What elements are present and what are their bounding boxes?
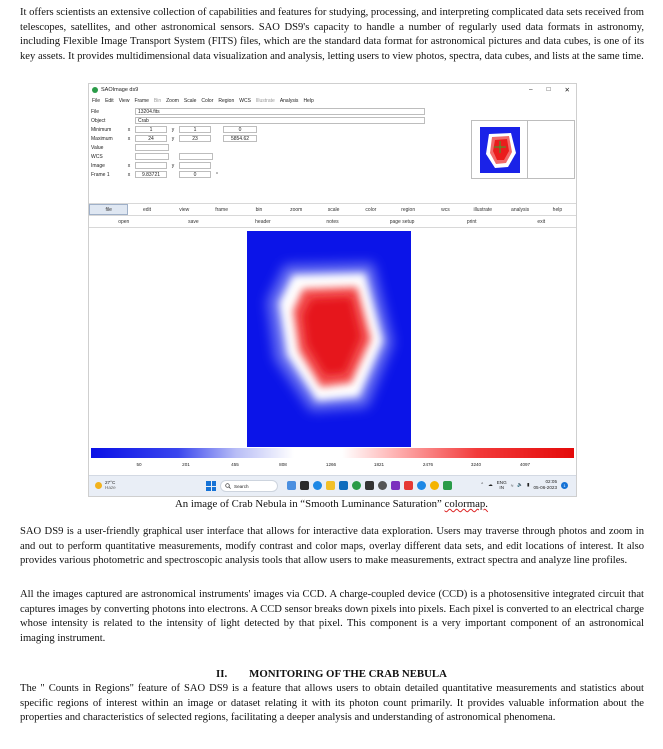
- menu-scale[interactable]: Scale: [183, 98, 197, 104]
- menu-help[interactable]: Help: [303, 98, 314, 104]
- menu-illustrate[interactable]: Illustrate: [255, 98, 275, 104]
- btn-color[interactable]: color: [365, 206, 377, 213]
- ccd-paragraph: All the images captured are astronomical instruments' images via CCD. A charge-coupled device (CCD) is a photosensitive integrated circuit that captures images by converting photons into electrons. A CCD sensor breaks down pixels into pixels. Each pixel is converted to an electrical charge whose intensity is related to the intensity of light detected by that pixel. This component is a very important component of an astronomical imaging instrument.: [20, 589, 644, 644]
- btn-edit[interactable]: edit: [142, 206, 151, 213]
- frame-zoom-value: 9.83721: [135, 171, 167, 178]
- window-titlebar: [89, 84, 576, 96]
- menu-analysis[interactable]: Analysis: [279, 98, 299, 104]
- image-y-field: [179, 162, 211, 169]
- app-icon[interactable]: [352, 481, 361, 490]
- battery-icon[interactable]: ▮: [526, 482, 530, 487]
- max-pixel-value: 5854.62: [223, 135, 257, 142]
- caption-word: colormap.: [444, 498, 489, 510]
- app-icon[interactable]: [300, 481, 309, 490]
- wifi-icon[interactable]: ≈: [510, 482, 514, 488]
- tick-label: 50: [136, 462, 142, 467]
- info-wcs-row: [91, 152, 213, 161]
- colorbar[interactable]: [91, 448, 574, 458]
- info-file-row: [91, 107, 425, 116]
- min-y-value: 1: [179, 126, 211, 133]
- tick-label: 1821: [373, 462, 385, 467]
- degree-symbol: °: [216, 171, 218, 178]
- app-icon[interactable]: [365, 481, 374, 490]
- image-label: Image: [91, 162, 105, 169]
- weather-sun-icon: [95, 482, 102, 489]
- btn-header[interactable]: header: [255, 218, 271, 225]
- file-label: File: [91, 108, 100, 115]
- cloud-icon[interactable]: ☁: [488, 482, 493, 487]
- btn-bin[interactable]: bin: [255, 206, 263, 213]
- system-tray: [480, 479, 568, 491]
- minimize-icon[interactable]: –: [528, 86, 533, 93]
- window-title: SAOImage ds9: [101, 87, 139, 93]
- info-minimum-row: [91, 125, 257, 134]
- menu-bar: [89, 96, 576, 106]
- btn-open[interactable]: open: [118, 218, 130, 225]
- max-x-axis: x: [127, 135, 131, 142]
- wcs-field-a: [135, 153, 169, 160]
- app-icon[interactable]: [378, 481, 387, 490]
- weather-condition: Haze: [105, 485, 116, 490]
- app-icon[interactable]: [391, 481, 400, 490]
- chrome-icon[interactable]: [430, 481, 439, 490]
- menu-frame[interactable]: Frame: [134, 98, 149, 104]
- intro-paragraph: It offers scientists an extensive collection of capabilities and features for studying, processing, and interpreting complicated data sets received from telescopes, satellites, and other astronomical sensors. SAO DS9's capacity to handle a number of regularly used data formats in astronomy, including Flexible Image Transport System (FITS) files, which are the standard data format for astronomical pictures and data cubes, is one of its key assets. It provides multidimensional data visualization and analysis, letting users to view photos, spectra, data cubes, and lists at the same time.: [20, 7, 644, 62]
- image-y-axis: y: [171, 162, 175, 169]
- max-x-value: 24: [135, 135, 167, 142]
- app-icon[interactable]: [404, 481, 413, 490]
- clock[interactable]: [534, 479, 558, 491]
- menu-view[interactable]: View: [118, 98, 130, 104]
- figure-caption: [0, 498, 663, 510]
- section-heading: [0, 668, 663, 680]
- search-placeholder: Search: [234, 483, 249, 489]
- wcs-label: WCS: [91, 153, 103, 160]
- info-image-row: [91, 161, 211, 170]
- minimum-label: Minimum: [91, 126, 112, 133]
- close-icon[interactable]: ✕: [564, 87, 570, 94]
- app-icon[interactable]: [443, 481, 452, 490]
- notification-badge[interactable]: 1: [561, 482, 568, 489]
- windows-start-icon[interactable]: [206, 481, 216, 491]
- info-object-row: [91, 116, 425, 125]
- language[interactable]: ENG: [496, 480, 507, 485]
- menu-region[interactable]: Region: [218, 98, 235, 104]
- tick-label: 201: [182, 462, 190, 467]
- tick-label: 2476: [422, 462, 434, 467]
- image-x-axis: x: [127, 162, 131, 169]
- maximum-label: Maximum: [91, 135, 113, 142]
- min-pixel-value: 0: [223, 126, 257, 133]
- frame-x-axis: x: [127, 171, 131, 178]
- image-display-area[interactable]: [89, 231, 576, 447]
- value-field: [135, 144, 169, 151]
- section-title: MONITORING OF THE CRAB NEBULA: [249, 668, 447, 680]
- temperature: 27°C: [105, 480, 116, 485]
- clock-time: 02:05: [545, 479, 557, 484]
- volume-icon[interactable]: 🔈: [517, 482, 523, 487]
- btn-help[interactable]: help: [552, 206, 563, 213]
- panner-thumbnail[interactable]: [471, 120, 529, 179]
- value-label: Value: [91, 144, 104, 151]
- panner-nebula-image: [480, 127, 520, 173]
- object-value: Crab: [135, 117, 425, 124]
- min-y-axis: y: [171, 126, 175, 133]
- info-frame-row: [91, 170, 223, 179]
- app-icon[interactable]: [313, 481, 322, 490]
- info-maximum-row: [91, 134, 257, 143]
- weather-widget[interactable]: [95, 480, 116, 490]
- clock-date: 05-06-2023: [533, 485, 557, 490]
- tick-label: 808: [279, 462, 287, 467]
- caption-text: An image of Crab Nebula in “Smooth Luminance Saturation”: [174, 498, 445, 510]
- info-value-row: [91, 143, 169, 152]
- menu-bin[interactable]: Bin: [153, 98, 162, 104]
- search-icon: [225, 483, 231, 489]
- btn-file[interactable]: file: [89, 204, 128, 215]
- menu-file[interactable]: File: [92, 98, 101, 104]
- btn-view[interactable]: view: [179, 206, 190, 213]
- colorbar-tick-labels: [89, 462, 576, 470]
- min-x-axis: x: [127, 126, 131, 133]
- btn-wcs[interactable]: wcs: [441, 206, 450, 213]
- btn-page-setup[interactable]: page setup: [389, 218, 415, 225]
- ds9-screenshot: [88, 83, 577, 497]
- button-bar-file: [89, 215, 576, 228]
- taskbar-apps: [287, 481, 452, 490]
- menu-zoom[interactable]: Zoom: [166, 98, 179, 104]
- app-icon[interactable]: [287, 481, 296, 490]
- btn-save[interactable]: save: [188, 218, 199, 225]
- frame-angle-value: 0: [179, 171, 211, 178]
- chevron-up-icon[interactable]: ⌃: [480, 482, 485, 487]
- object-label: Object: [91, 117, 106, 124]
- file-value: 13204.fits: [135, 108, 425, 115]
- crab-nebula-image: [89, 231, 576, 447]
- tick-label: 455: [231, 462, 239, 467]
- tick-label: 3240: [470, 462, 482, 467]
- btn-print[interactable]: print: [466, 218, 477, 225]
- image-x-field: [135, 162, 167, 169]
- regions-paragraph: The " Counts in Regions" feature of SAO DS9 is a feature that allows users to obtain detailed quantitative measurements and statistics about specific regions of interest within an image or dataset relating it with its photon count primarily. It provides valuable information about the properties and characteristics of selected regions, facilitating a deeper analysis and understanding of astronomical phenomena.: [20, 683, 644, 723]
- btn-analysis[interactable]: analysis: [511, 206, 530, 213]
- menu-wcs[interactable]: WCS: [239, 98, 251, 104]
- menu-edit[interactable]: Edit: [105, 98, 114, 104]
- menu-color[interactable]: Color: [201, 98, 214, 104]
- windows-taskbar: [89, 475, 576, 497]
- tick-label: 4097: [519, 462, 531, 467]
- wcs-field-b: [179, 153, 213, 160]
- min-x-value: 1: [135, 126, 167, 133]
- btn-scale[interactable]: scale: [327, 206, 340, 213]
- btn-notes[interactable]: notes: [326, 218, 339, 225]
- btn-region[interactable]: region: [401, 206, 416, 213]
- folder-icon[interactable]: [326, 481, 335, 490]
- maximize-icon[interactable]: □: [546, 86, 551, 93]
- app-icon[interactable]: [417, 481, 426, 490]
- language-region: IN: [499, 485, 505, 490]
- btn-exit[interactable]: exit: [537, 218, 546, 225]
- gui-paragraph: SAO DS9 is a user-friendly graphical user interface that allows for interactive data exploration. Users may traverse through photos and zoom in and out to perform quantitative measurements, modify contrast and color maps, overlay different data sets, and edit locations of interest. It also provides various photometric and spectroscopic analysis tools that allow users to make measurements, extract spectra and analyze line profiles.: [20, 526, 644, 566]
- section-number: II.: [216, 668, 228, 680]
- btn-illustrate[interactable]: illustrate: [473, 206, 493, 213]
- max-y-axis: y: [171, 135, 175, 142]
- app-icon[interactable]: [339, 481, 348, 490]
- window-controls: [529, 86, 570, 94]
- magnifier-panel: [527, 120, 575, 179]
- btn-frame[interactable]: frame: [215, 206, 228, 213]
- btn-zoom[interactable]: zoom: [290, 206, 303, 213]
- max-y-value: 23: [179, 135, 211, 142]
- ds9-app-icon: [92, 87, 98, 93]
- frame-label: Frame 1: [91, 171, 110, 178]
- tick-label: 1266: [325, 462, 337, 467]
- taskbar-search[interactable]: [220, 480, 278, 492]
